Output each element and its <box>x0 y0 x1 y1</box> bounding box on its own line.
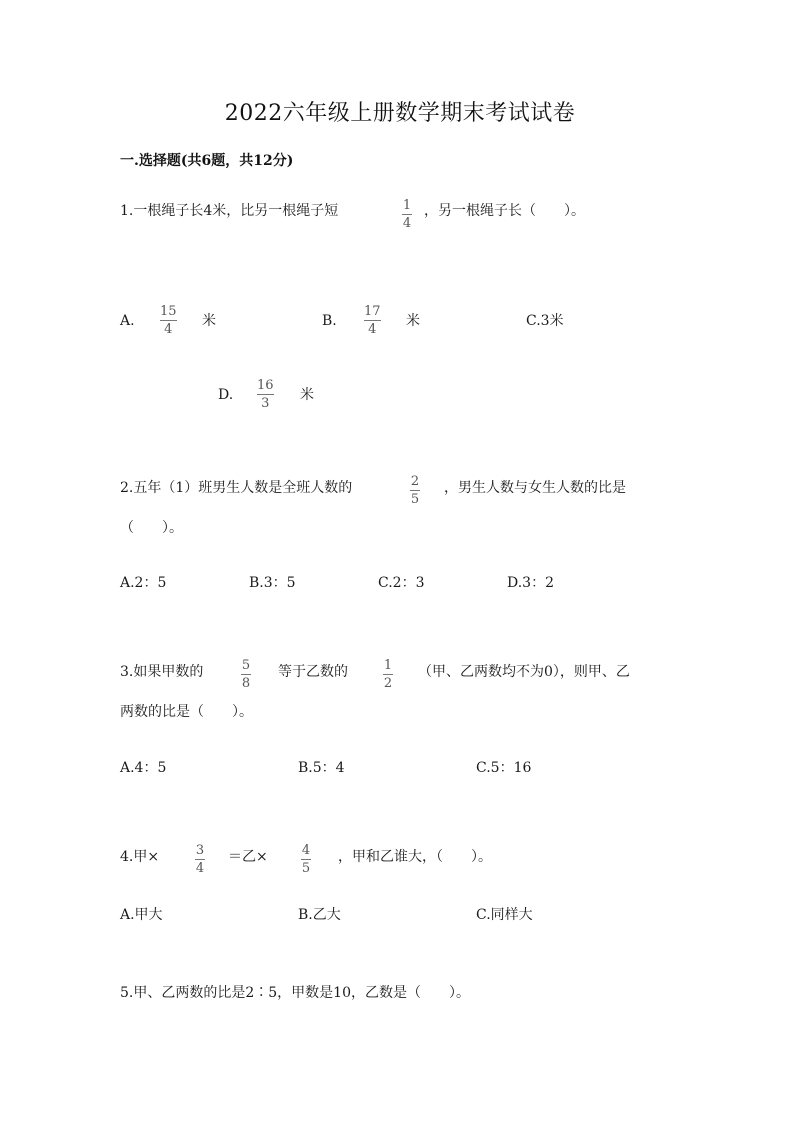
q1-option-d-numerator: 16 <box>257 378 274 393</box>
q1-option-b-unit: 米 <box>406 313 420 329</box>
fraction-bar <box>301 859 311 860</box>
page-title: 2022六年级上册数学期末考试试卷 <box>224 101 576 126</box>
q3-fraction-2-denominator: 2 <box>383 676 393 691</box>
q3-stem-line2: 两数的比是（ ）。 <box>120 704 253 720</box>
q3-stem-mid: 等于乙数的 <box>278 664 348 680</box>
q2-stem-line2: （ ）。 <box>120 520 183 536</box>
q4-fraction-2-denominator: 5 <box>301 861 311 876</box>
q1-option-b-numerator: 17 <box>364 304 381 319</box>
q4-fraction-1-denominator: 4 <box>195 861 205 876</box>
q3-fraction-2 <box>383 658 393 691</box>
q4-fraction-2 <box>301 843 311 876</box>
q2-stem-end: ，男生人数与女生人数的比是 <box>444 480 626 496</box>
q1-option-d-denominator: 3 <box>261 396 270 411</box>
q3-option-b: B.5：4 <box>298 760 345 776</box>
q3-fraction-1-denominator: 8 <box>241 676 251 691</box>
q1-stem: 1.一根绳子长4米，比另一根绳子短 <box>120 203 339 219</box>
q4-fraction-1-numerator: 3 <box>195 843 205 858</box>
q1-option-b-fraction <box>364 304 381 337</box>
q4-stem-end: ，甲和乙谁大，（ ）。 <box>338 849 492 865</box>
q3-stem: 3.如果甲数的 <box>120 664 204 680</box>
q1-option-a-fraction <box>160 304 177 337</box>
q2-option-b: B.3：5 <box>249 575 296 591</box>
q4-stem-mid: ＝乙× <box>228 849 268 865</box>
fraction-bar <box>402 214 412 215</box>
q1-fraction <box>402 198 412 231</box>
q2-option-d: D.3：2 <box>507 575 554 591</box>
fraction-bar <box>241 674 251 675</box>
q4-stem: 4.甲× <box>120 849 160 865</box>
q1-option-a-denominator: 4 <box>164 322 173 337</box>
q4-fraction-1 <box>195 843 205 876</box>
q3-fraction-2-numerator: 1 <box>383 658 393 673</box>
q1-option-a-numerator: 15 <box>160 304 177 319</box>
fraction-bar <box>410 490 420 491</box>
q3-fraction-1-numerator: 5 <box>241 658 251 673</box>
q4-option-a: A.甲大 <box>120 907 163 923</box>
q1-option-d-fraction <box>257 378 274 411</box>
q2-option-c: C.2：3 <box>378 575 425 591</box>
q1-option-c: C.3米 <box>526 313 564 329</box>
q2-fraction-numerator: 2 <box>410 474 420 489</box>
q1-option-a-label: A. <box>120 313 135 329</box>
q3-stem-end: （甲、乙两数均不为0），则甲、乙 <box>418 664 630 680</box>
q5-stem: 5.甲、乙两数的比是2∶5，甲数是10，乙数是（ ）。 <box>120 985 470 1001</box>
fraction-bar <box>195 859 205 860</box>
q1-fraction-denominator: 4 <box>402 216 412 231</box>
section-heading: 一.选择题(共6题，共12分) <box>120 153 294 169</box>
fraction-bar <box>364 320 381 321</box>
q1-option-b-denominator: 4 <box>368 322 377 337</box>
fraction-bar <box>160 320 177 321</box>
q2-fraction <box>410 474 420 507</box>
fraction-bar <box>383 674 393 675</box>
q1-option-d-label: D. <box>218 387 234 403</box>
q1-stem-end: ，另一根绳子长（ ）。 <box>424 203 585 219</box>
q1-option-a-unit: 米 <box>202 313 216 329</box>
q1-option-d-unit: 米 <box>300 387 314 403</box>
q2-option-a: A.2：5 <box>120 575 167 591</box>
q2-fraction-denominator: 5 <box>410 492 420 507</box>
q2-stem: 2.五年（1）班男生人数是全班人数的 <box>120 480 353 496</box>
q3-option-c: C.5：16 <box>476 760 532 776</box>
q1-option-b-label: B. <box>322 313 337 329</box>
q4-option-c: C.同样大 <box>476 907 533 923</box>
q4-fraction-2-numerator: 4 <box>301 843 311 858</box>
q4-option-b: B.乙大 <box>298 907 341 923</box>
fraction-bar <box>257 394 274 395</box>
q1-fraction-numerator: 1 <box>402 198 412 213</box>
q3-fraction-1 <box>241 658 251 691</box>
q3-option-a: A.4：5 <box>120 760 167 776</box>
